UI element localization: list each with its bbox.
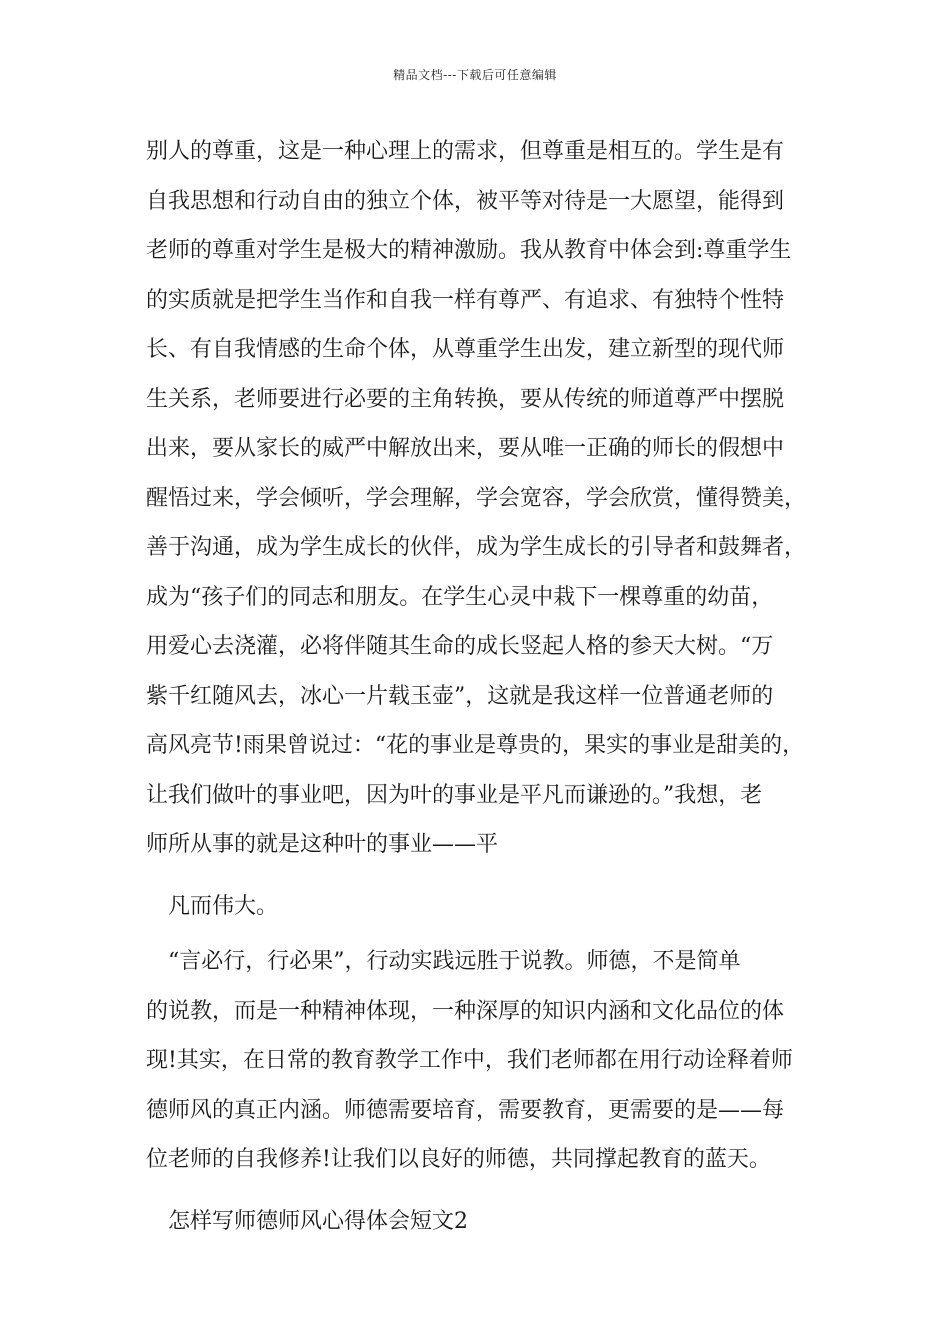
paragraph-line: 德师风的真正内涵。师德需要培育，需要教育，更需要的是——每: [146, 1097, 785, 1123]
paragraph-line: 长、有自我情感的生命个体，从尊重学生出发，建立新型的现代师: [146, 337, 785, 362]
paragraph-line: 出来，要从家长的威严中解放出来，要从唯一正确的师长的假想中: [146, 436, 785, 461]
paragraph-line: 用爱心去浇灌，必将伴随其生命的成长竖起人格的参天大树。“万: [146, 634, 774, 659]
paragraph-line: 的说教，而是一种精神体现，一种深厚的知识内涵和文化品位的体: [146, 998, 785, 1024]
document-body: [146, 134, 826, 1253]
page-header: 精品文档---下载后可任意编辑: [393, 68, 557, 82]
paragraph-line: 自我思想和行动自由的独立个体，被平等对待是一大愿望，能得到: [146, 188, 785, 214]
paragraph-line: 别人的尊重，这是一种心理上的需求，但尊重是相互的。学生是有: [146, 139, 785, 164]
paragraph-line: 现!其实，在日常的教育教学工作中，我们老师都在用行动诠释着师: [146, 1048, 793, 1073]
section-title: 怎样写师德师风心得体会短文2: [168, 1208, 468, 1234]
paragraph-line: 凡而伟大。: [168, 893, 279, 919]
paragraph-line: 的实质就是把学生当作和自我一样有尊严、有追求、有独特个性特: [146, 287, 785, 313]
paragraph-line: 紫千红随风去，冰心一片载玉壶”，这就是我这样一位普通老师的: [146, 683, 774, 709]
paragraph-line: 老师的尊重对学生是极大的精神激励。我从教育中体会到:尊重学生: [146, 238, 792, 263]
paragraph-line: 善于沟通，成为学生成长的伙伴，成为学生成长的引导者和鼓舞者，: [146, 535, 807, 560]
paragraph-line: 成为“孩子们的同志和朋友。在学生心灵中栽下一棵尊重的幼苗，: [146, 584, 774, 610]
paragraph-line: 师所从事的就是这种叶的事业——平: [146, 832, 499, 857]
paragraph-line: 醒悟过来，学会倾听，学会理解，学会宽容，学会欣赏，懂得赞美，: [146, 485, 807, 511]
paragraph-line: 生关系，老师要进行必要的主角转换，要从传统的师道尊严中摆脱: [146, 386, 785, 412]
paragraph-line: 高风亮节!雨果曾说过：“花的事业是尊贵的，果实的事业是甜美的，: [146, 733, 805, 758]
paragraph-line: “言必行，行必果”，行动实践远胜于说教。师德，不是简单: [168, 949, 741, 974]
paragraph-line: 位老师的自我修养!让我们以良好的师德，共同撑起教育的蓝天。: [146, 1147, 771, 1172]
paragraph-line: 让我们做叶的事业吧，因为叶的事业是平凡而谦逊的。”我想，老: [146, 782, 763, 808]
